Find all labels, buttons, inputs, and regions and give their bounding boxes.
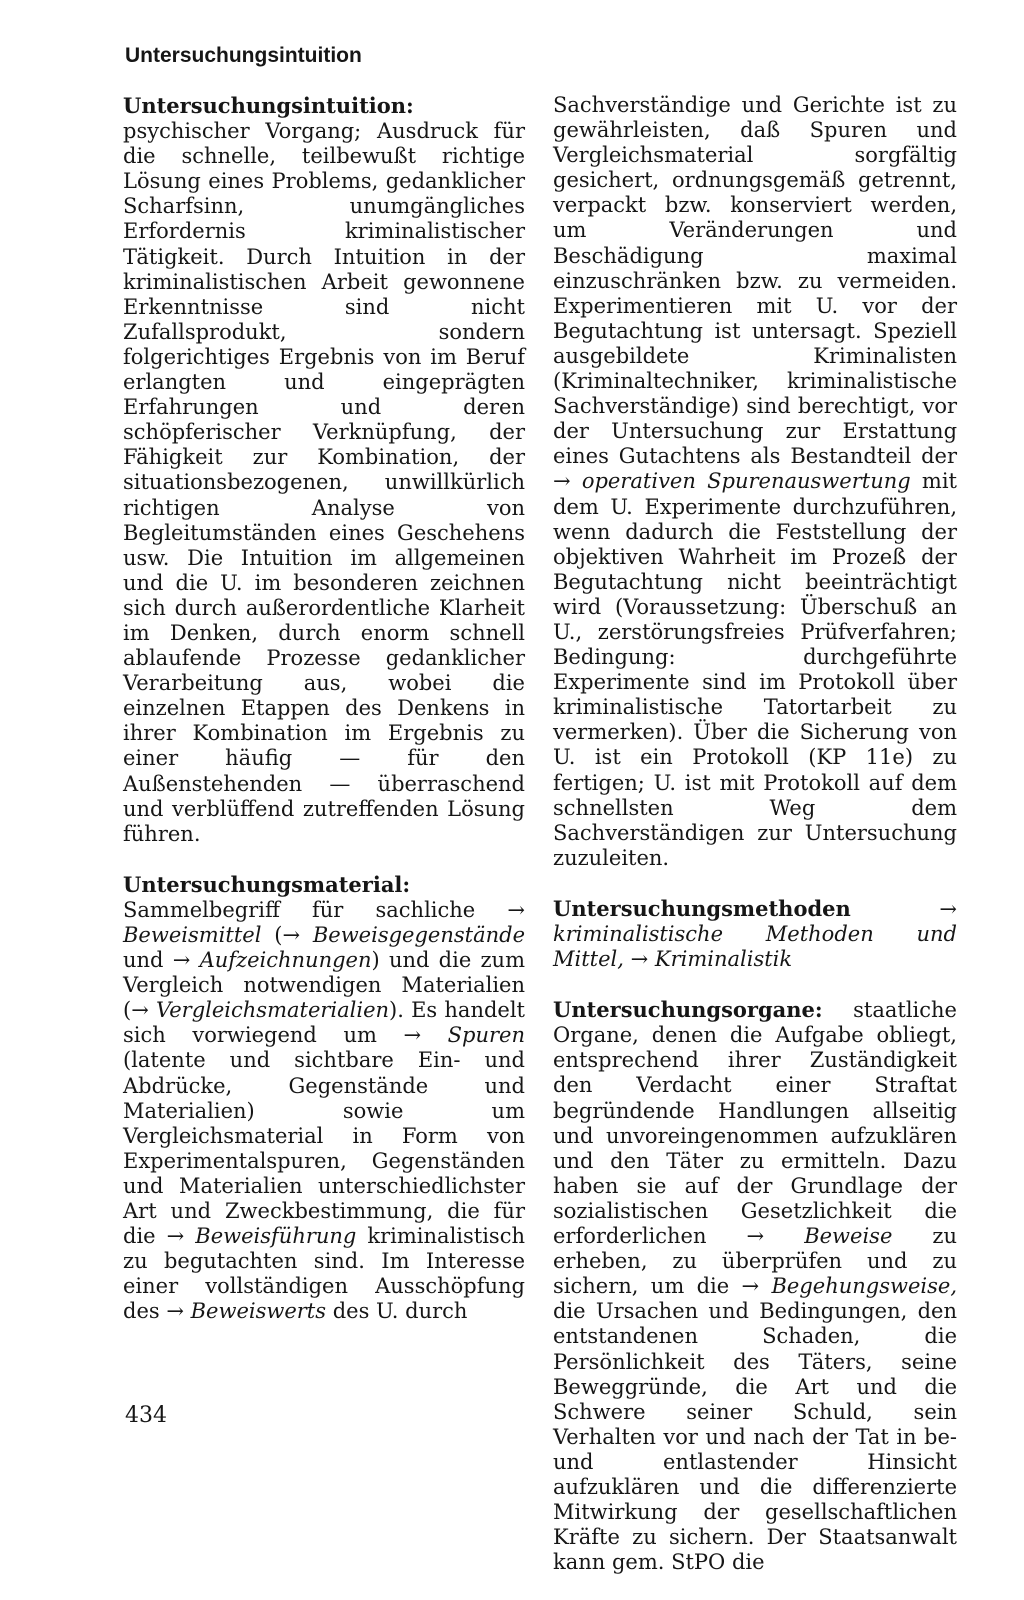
entry-text: durchzuführen, [792, 494, 957, 519]
entry-text: und [741, 93, 793, 117]
entry-text: eines [553, 444, 619, 469]
entry-text: und [123, 948, 173, 973]
entry-untersuchungsmethoden [553, 896, 957, 972]
left-column [123, 93, 525, 1350]
cross-reference-arrow-icon: → [131, 998, 156, 1023]
entry-text: die Ursachen und Bedingungen, den entstandenen Schaden, die Persönlichkeit des Täters, seine Beweggründe, die Art und die Schwere seiner Schuld, sein Verhalten vor und nach der Tat in be- und entlastender Hinsicht aufzuklären und die differenzierte Mitwirkung der gesellschaftlichen Kräfte zu sichern. Der Staatsanwalt kann gem. StPO die [553, 1299, 957, 1575]
entry-text: staatliche Organe, denen die Aufgabe obliegt, entsprechend ihrer Zuständigkeit den Verdacht einer Straftat begründende Handlungen allseitig und unvoreingenommen aufzuklären und den Täter zu ermitteln. Dazu haben sie auf der Grundlage der sozialistischen Gesetzlichkeit die erforderlichen [553, 998, 957, 1249]
cross-reference: Beweisgegenstände [312, 923, 525, 947]
entry-text: vermerken). [553, 720, 694, 745]
entry-text: zu [932, 93, 957, 117]
entry-text: um [553, 218, 670, 243]
entry-text: Tatortarbeit [763, 695, 933, 720]
entry-text: gesichert, [553, 168, 673, 193]
entry-text: der [921, 293, 957, 318]
cross-reference-arrow-icon: → [282, 923, 313, 947]
entry-text: U. [610, 494, 645, 519]
entry-text: der [921, 519, 957, 544]
entry-text: an [930, 594, 957, 619]
entry-text: fertigen; [553, 770, 654, 795]
cross-reference: Begehungsweise, [771, 1274, 957, 1299]
entry-text: ein [640, 745, 693, 770]
entry-text: U., [553, 619, 598, 644]
entry-text: verpackt [553, 193, 665, 218]
entry-text: des U. durch [326, 1299, 468, 1324]
entry-text: kriminalistische [553, 695, 764, 720]
entry-text: bzw. [664, 193, 731, 218]
entry-text: Experimente [553, 670, 703, 695]
entry-text: (Kriminaltechniker, [553, 369, 787, 394]
entry-text: sorgfältig [854, 143, 957, 168]
entry-text: mit [756, 293, 816, 318]
entry-text: Sicherung [799, 720, 919, 745]
cross-reference-arrow-icon: → [172, 948, 200, 973]
entry-text: bzw. [736, 268, 798, 293]
entry-text: Bestandteil [790, 444, 922, 469]
entry-text: durchgeführte [803, 645, 957, 670]
entry-text: Begutachtung [553, 569, 728, 594]
entry-text: Bedingung: [553, 645, 804, 670]
entry-text: kriminalistische [786, 369, 957, 394]
entry-text: Gerichte [792, 93, 896, 117]
entry-text: die [756, 720, 800, 745]
entry-text: der [921, 544, 957, 569]
entry-text: ) und die zum Vergleich notwendigen Materialien ( [123, 948, 525, 1023]
entry-text: dem [911, 795, 958, 820]
cross-reference: Beweiswerts [190, 1299, 327, 1324]
entry-text: Erstattung [842, 419, 958, 444]
entry-text: zu [932, 695, 957, 720]
entry-text: Protokoll [798, 670, 908, 695]
entry-text: Begutachtung [553, 318, 715, 343]
entry-text: dem [911, 770, 957, 795]
entry-text: ist [594, 745, 641, 770]
entry-text: U. [553, 745, 595, 770]
entry-text: (KP [808, 745, 866, 770]
cross-reference: Spurenauswertung [707, 469, 911, 494]
cross-reference-arrow-icon: → [507, 897, 525, 922]
entry-text: kriminalistisch zu begutachten sind. Im Interesse einer vollständigen Ausschöpfung des [123, 1224, 525, 1324]
entry-text: im [759, 670, 799, 695]
entry-text: beeinträchtigt [805, 569, 957, 594]
entry-text: ( [261, 923, 283, 947]
entry-text: der [921, 444, 957, 469]
entry-text: Sachverständigen [553, 820, 758, 845]
entry-text: (Voraussetzung: [614, 594, 800, 619]
entry-text: Beschädigung [553, 243, 867, 268]
entry-text: daß [740, 118, 810, 143]
entry-text: ausgebildete [553, 343, 814, 368]
entry-text: und [916, 218, 957, 243]
page-number: 434 [125, 1403, 167, 1428]
entry-untersuchungsintuition [123, 93, 525, 847]
entry-text: vermeiden. [837, 268, 958, 293]
entry-text: Über [693, 720, 757, 745]
entry-text: ordnungsgemäß [672, 168, 859, 193]
entry-text: der [553, 419, 612, 444]
entry-text: wird [553, 594, 615, 619]
entry-text: zu [932, 745, 957, 770]
entry-text: konserviert [730, 193, 871, 218]
entry-text: dadurch [625, 519, 729, 544]
cross-reference: Vergleichsmaterialien [156, 998, 390, 1023]
cross-reference: Beweise [804, 1224, 893, 1249]
entry-text: U. [815, 293, 863, 318]
entry-text: Vergleichsmaterial [553, 143, 855, 168]
cross-reference-arrow-icon: → [166, 1224, 196, 1249]
entry-text: ist [714, 318, 752, 343]
cross-reference-arrow-icon: → [166, 1299, 191, 1324]
entry-untersuchungsmaterial [553, 93, 957, 871]
entry-text: gewährleisten, [553, 118, 741, 143]
entry-text: Protokoll [692, 745, 809, 770]
entry-text: Sammelbegriff für sachliche [123, 897, 508, 922]
entry-term: Untersuchungsintuition: [123, 93, 414, 118]
cross-reference-arrow-icon: → [553, 469, 582, 494]
cross-reference: Spuren [447, 1023, 525, 1048]
entry-text: zu [797, 268, 838, 293]
cross-reference-arrow-icon: → [630, 947, 655, 972]
entry-text: berechtigt, [797, 394, 923, 419]
entry-text: ist [895, 93, 933, 117]
entry-text: als [750, 444, 791, 469]
cross-reference: Kriminalistik [654, 947, 793, 972]
entry-text: zu erheben, zu überprüfen und zu sichern, um die [553, 1224, 957, 1299]
entry-text: sind [746, 394, 798, 419]
cross-reference: Beweisführung [195, 1224, 357, 1249]
entry-text: auf [868, 770, 912, 795]
cross-reference-arrow-icon: → [746, 1224, 805, 1249]
cross-reference: Beweismittel [123, 923, 262, 947]
entry-text: psychischer Vorgang; Ausdruck für die schnelle, teilbewußt richtige Lösung eines Problems, gedanklicher Scharfsinn, unumgängliches Erfordernis kriminalistischer Tätigkeit. Durch Intuition in der kriminalistischen Arbeit gewonnene Erkenntnisse sind nicht Zufallsprodukt, sondern folgerichtiges Ergebnis von im Beruf erlangten und eingeprägten Erfahrungen und deren schöpferischer Verknüpfung, der Fähigkeit zur Kombination, der situationsbezogenen, unwillkürlich richtigen Analyse von Begleitumständen eines Geschehens usw. Die Intuition im allgemeinen und die U. im besonderen zeichnen sich durch außerordentliche Klarheit im Denken, durch enorm schnell ablaufende Prozesse gedanklicher Verarbeitung aus, wobei die einzelnen Etappen des Denkens in ihrer Kombination im Ergebnis zu einer häufig — für den Außenstehenden — überraschend und verblüffend zutreffenden Lösung führen. [123, 119, 525, 846]
entry-text: Weg [769, 795, 912, 820]
entry-untersuchungsmaterial [123, 872, 525, 1325]
entry-text: Prozeß [831, 544, 922, 569]
entry-text: zur [757, 820, 805, 845]
entry-text: zur [785, 419, 843, 444]
entry-text: im [790, 544, 832, 569]
entry-text: schnellsten [553, 795, 770, 820]
entry-text: (latente und sichtbare Ein- und Abdrücke, Gegenstände und Materialien) sowie um Vergleichsmaterial in Form von Experimentalspuren, Gegenständen und Materialien unterschiedlichster Art und Zweckbestimmung, die für die [123, 1048, 525, 1249]
right-column [553, 93, 957, 1600]
entry-term: Untersuchungsmethoden [553, 895, 851, 921]
entry-term: Untersuchungsmaterial: [123, 871, 411, 897]
entry-text: Speziell [873, 318, 958, 343]
entry-text: untersagt. [751, 318, 874, 343]
entry-text: vor [922, 394, 958, 419]
entry-text: Kriminalisten [813, 343, 957, 368]
entry-text: maximal [866, 243, 957, 268]
entry-text: werden, [870, 193, 957, 218]
entry-text: zerstörungsfreies [597, 619, 801, 644]
entry-text: Experimentieren [553, 293, 757, 318]
entry-text: nicht [727, 569, 806, 594]
cross-reference: kriminalistische Methoden und Mittel, [553, 922, 957, 972]
entry-text: Gutachtens [618, 444, 751, 469]
entry-text: einzuschränken [553, 268, 737, 293]
entry-untersuchungsorgane [553, 997, 957, 1575]
entry-text: Überschuß [799, 594, 931, 619]
entry-text: objektiven [553, 544, 679, 569]
entry-text: über [907, 670, 957, 695]
entry-text: Sachverständige [553, 93, 742, 117]
entry-text: mit [719, 770, 764, 795]
entry-text: Protokoll [763, 770, 869, 795]
entry-text: getrennt, [858, 168, 957, 193]
entry-text: Veränderungen [669, 218, 917, 243]
cross-reference-arrow-icon: → [939, 896, 957, 921]
cross-reference-arrow-icon: → [741, 1274, 772, 1299]
entry-text: Experimente [644, 494, 793, 519]
cross-reference: operativen [581, 469, 708, 494]
entry-text: Sachverständige) [553, 394, 747, 419]
cross-reference: Aufzeichnungen [199, 948, 372, 973]
entry-text: zuzuleiten. [553, 845, 670, 870]
entry-text: und [916, 118, 957, 143]
entry-text: dem [553, 494, 611, 519]
entry-text: Spuren [809, 118, 917, 143]
entry-text: Feststellung [775, 519, 922, 544]
entry-text: die [728, 519, 776, 544]
entry-text: wenn [553, 519, 626, 544]
entry-text: sind [702, 670, 760, 695]
running-header: Untersuchungsintuition [125, 44, 362, 67]
entry-text: Untersuchung [611, 419, 786, 444]
entry-text: Wahrheit [678, 544, 791, 569]
entry-term: Untersuchungsorgane: [553, 997, 823, 1023]
entry-text: vor [862, 293, 922, 318]
entry-text: U. [653, 770, 685, 795]
cross-reference-arrow-icon: → [403, 1023, 448, 1048]
entry-text: ist [684, 770, 720, 795]
entry-text: Untersuchung [804, 820, 957, 845]
entry-text: Prüfverfahren; [800, 619, 957, 644]
entry-text: ). Es handelt sich vorwiegend um [123, 998, 525, 1048]
entry-text: von [918, 720, 957, 745]
entry-text: 11e) [865, 745, 933, 770]
entry-text: mit [910, 469, 957, 494]
